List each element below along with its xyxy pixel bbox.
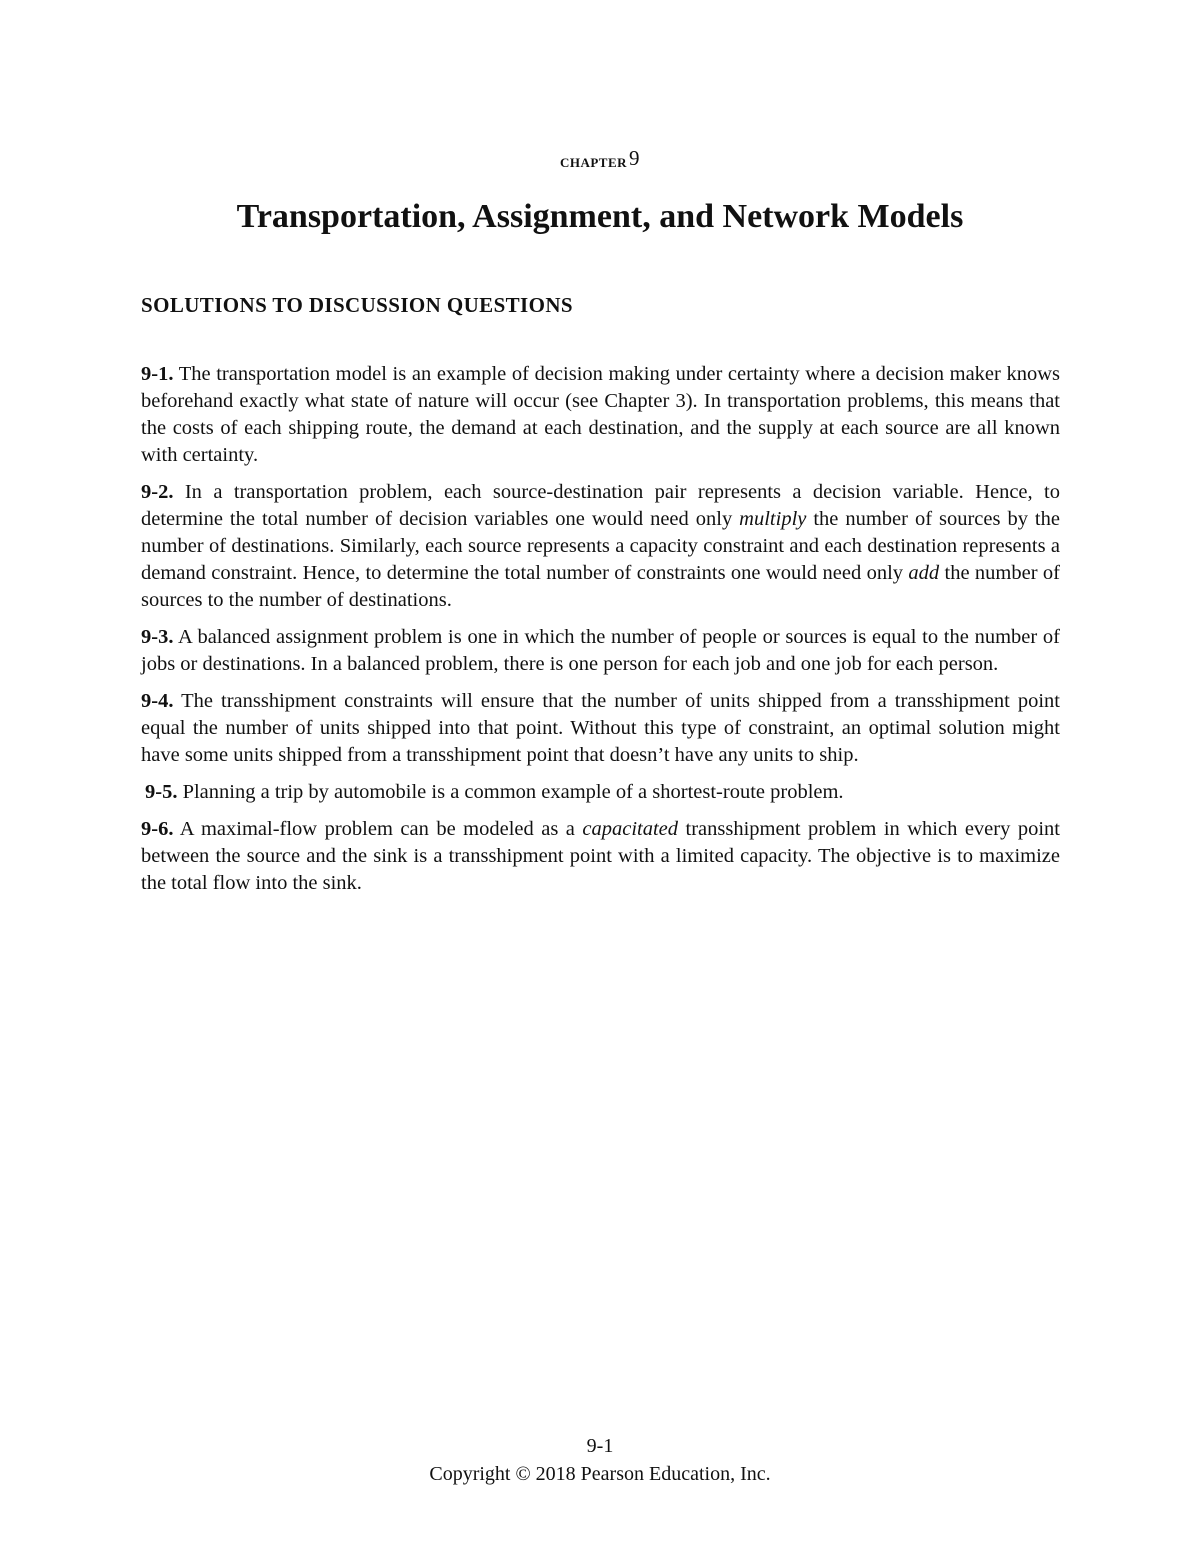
question-9-6 xyxy=(141,816,1060,897)
copyright-notice: Copyright © 2018 Pearson Education, Inc. xyxy=(429,1463,771,1485)
question-9-1 xyxy=(141,361,1060,469)
question-number: 9-1. xyxy=(141,363,174,385)
question-text: transshipment problem in which every point between the source and the sink is a transshipment point with a limited capacity. The objective is to maximize the total flow into the sink. xyxy=(141,818,1060,894)
chapter-title: Transportation, Assignment, and Network Models xyxy=(236,198,964,235)
question-text: In a transportation problem, each source-destination pair represents a decision variable. Hence, to determine the total number of decision variables one would need only xyxy=(141,481,1060,530)
emphasis-capacitated: capacitated xyxy=(582,818,679,840)
question-9-5 xyxy=(141,779,1060,806)
question-text: The transportation model is an example of decision making under certainty where a decision maker knows beforehand exactly what state of nature will occur (see Chapter 3). In transportation problems, this means that the costs of each shipping route, the demand at each destination, and the supply at each source are all known with certainty. xyxy=(141,363,1060,466)
question-text: A balanced assignment problem is one in which the number of people or sources is equal to the number of jobs or destinations. In a balanced problem, there is one person for each job and one job for each person. xyxy=(141,626,1060,675)
questions-list xyxy=(141,361,1060,907)
chapter-label xyxy=(0,146,1200,171)
question-text: the number of sources to the number of destinations. xyxy=(141,562,1060,611)
question-text: Planning a trip by automobile is a common example of a shortest-route problem. xyxy=(177,781,844,803)
question-number: 9-5. xyxy=(145,781,178,803)
question-9-4 xyxy=(141,688,1060,769)
chapter-label-text: CHAPTER xyxy=(559,155,628,170)
page-footer xyxy=(0,1432,1200,1488)
chapter-number: 9 xyxy=(629,146,641,170)
question-number: 9-2. xyxy=(141,481,174,503)
question-text: The transshipment constraints will ensure that the number of units shipped from a transshipment point equal the number of units shipped into that point. Without this type of constraint, an optimal solution might have some units shipped from a transshipment point that doesn’t have any units to ship. xyxy=(141,690,1060,766)
question-9-3 xyxy=(141,624,1060,678)
question-number: 9-3. xyxy=(141,626,174,648)
section-heading: SOLUTIONS TO DISCUSSION QUESTIONS xyxy=(141,293,574,317)
emphasis-multiply: multiply xyxy=(739,508,807,530)
question-number: 9-6. xyxy=(141,818,174,840)
page-number: 9-1 xyxy=(586,1435,614,1457)
question-9-2 xyxy=(141,479,1060,614)
question-number: 9-4. xyxy=(141,690,174,712)
question-text: the number of sources by the number of destinations. Similarly, each source represents a capacity constraint and each destination represents a demand constraint. Hence, to determine the total number of constraints one would need only xyxy=(141,508,1060,584)
question-text: A maximal-flow problem can be modeled as a xyxy=(173,818,583,840)
emphasis-add: add xyxy=(908,562,940,584)
